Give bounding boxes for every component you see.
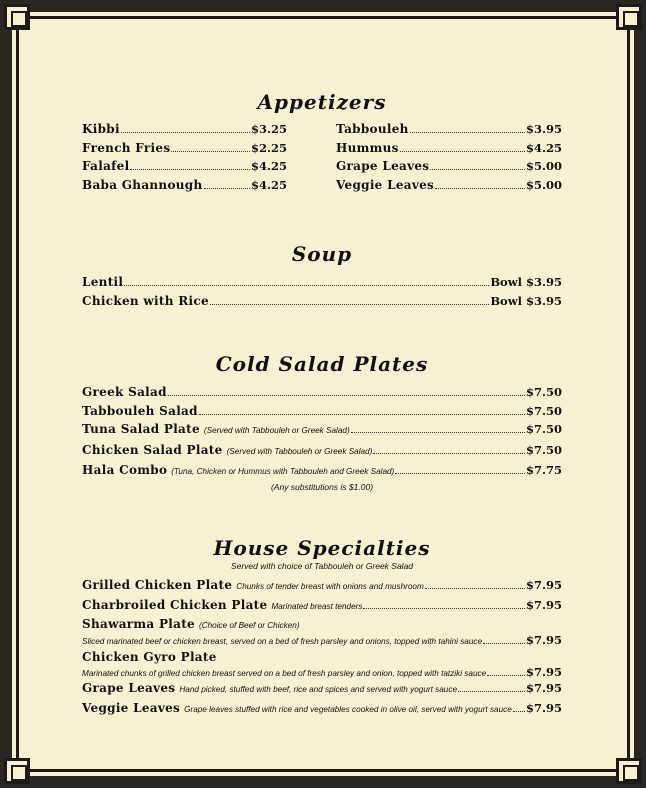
corner-ornament bbox=[4, 758, 30, 784]
menu-item: Charbroiled Chicken Plate Marinated breast tenders $7.95 bbox=[82, 598, 562, 612]
substitution-note: (Any substitutions is $1.00) bbox=[270, 481, 374, 492]
appetizers-right bbox=[336, 120, 562, 194]
menu-item: Grilled Chicken Plate Chunks of tender breast with onions and mushroom $7.95 bbox=[82, 577, 562, 592]
menu-item: Chicken with Rice Bowl $3.95 bbox=[82, 293, 562, 308]
menu-item: Tabbouleh $3.95 bbox=[336, 122, 562, 136]
menu-item: Lentil Bowl $3.95 bbox=[82, 275, 562, 289]
border-left bbox=[0, 0, 12, 788]
menu-item: Tabbouleh Salad $7.50 bbox=[82, 403, 562, 418]
menu-item: Hummus $4.25 bbox=[336, 140, 562, 155]
menu-content bbox=[82, 90, 562, 720]
cold-salad-title: Cold Salad Plates bbox=[215, 352, 429, 376]
menu-item: Greek Salad $7.50 bbox=[82, 385, 562, 399]
corner-ornament bbox=[616, 4, 642, 30]
menu-item: Falafel $4.25 bbox=[82, 159, 287, 173]
menu-item: Veggie Leaves Grape leaves stuffed with rice and vegetables cooked in olive oil, served with yogurt sauce $7.95 bbox=[82, 701, 562, 715]
menu-item: Veggie Leaves $5.00 bbox=[336, 177, 562, 192]
menu-item: Kibbi $3.25 bbox=[82, 122, 287, 136]
house-specialties-list bbox=[82, 576, 562, 720]
menu-item: Hala Combo (Tuna, Chicken or Hummus with Tabbouleh and Greek Salad) $7.75 bbox=[82, 463, 562, 477]
appetizers-left bbox=[82, 120, 287, 194]
soup-title: Soup bbox=[291, 242, 353, 266]
menu-item: French Fries $2.25 bbox=[82, 140, 287, 155]
inner-border-left bbox=[16, 12, 19, 776]
appetizers-title: Appetizers bbox=[257, 90, 387, 114]
appetizers-columns bbox=[82, 120, 562, 194]
menu-item: Grape Leaves $5.00 bbox=[336, 159, 562, 173]
house-specialties-title: House Specialties bbox=[213, 535, 431, 560]
border-right bbox=[634, 0, 646, 788]
inner-border-bottom bbox=[12, 769, 634, 772]
house-specialties-subtitle: Served with choice of Tabbouleh or Greek Salad bbox=[230, 560, 414, 571]
menu-item: Chicken Gyro Plate Marinated chunks of grilled chicken breast served on a bed of fresh parsley and onion, topped with tatziki sauce $7.95 bbox=[82, 649, 562, 679]
border-top bbox=[0, 0, 646, 12]
menu-item: Shawarma Plate (Choice of Beef or Chicken) Sliced marinated beef or chicken breast, served on a bed of fresh parsley and onions, topped with tahini sauce $7.95 bbox=[82, 616, 562, 647]
corner-ornament bbox=[616, 758, 642, 784]
menu-item: Baba Ghannough $4.25 bbox=[82, 177, 287, 192]
inner-border-right bbox=[627, 12, 630, 776]
corner-ornament bbox=[4, 4, 30, 30]
border-bottom bbox=[0, 776, 646, 788]
menu-item: Tuna Salad Plate (Served with Tabbouleh or Greek Salad) $7.50 bbox=[82, 422, 562, 436]
inner-border-top bbox=[12, 16, 634, 19]
soup-list bbox=[82, 273, 562, 310]
cold-salad-list bbox=[82, 383, 562, 492]
menu-item: Chicken Salad Plate (Served with Tabbouleh or Greek Salad) $7.50 bbox=[82, 442, 562, 457]
menu-item: Grape Leaves Hand picked, stuffed with beef, rice and spices and served with yogurt sauce $7.95 bbox=[82, 680, 562, 695]
